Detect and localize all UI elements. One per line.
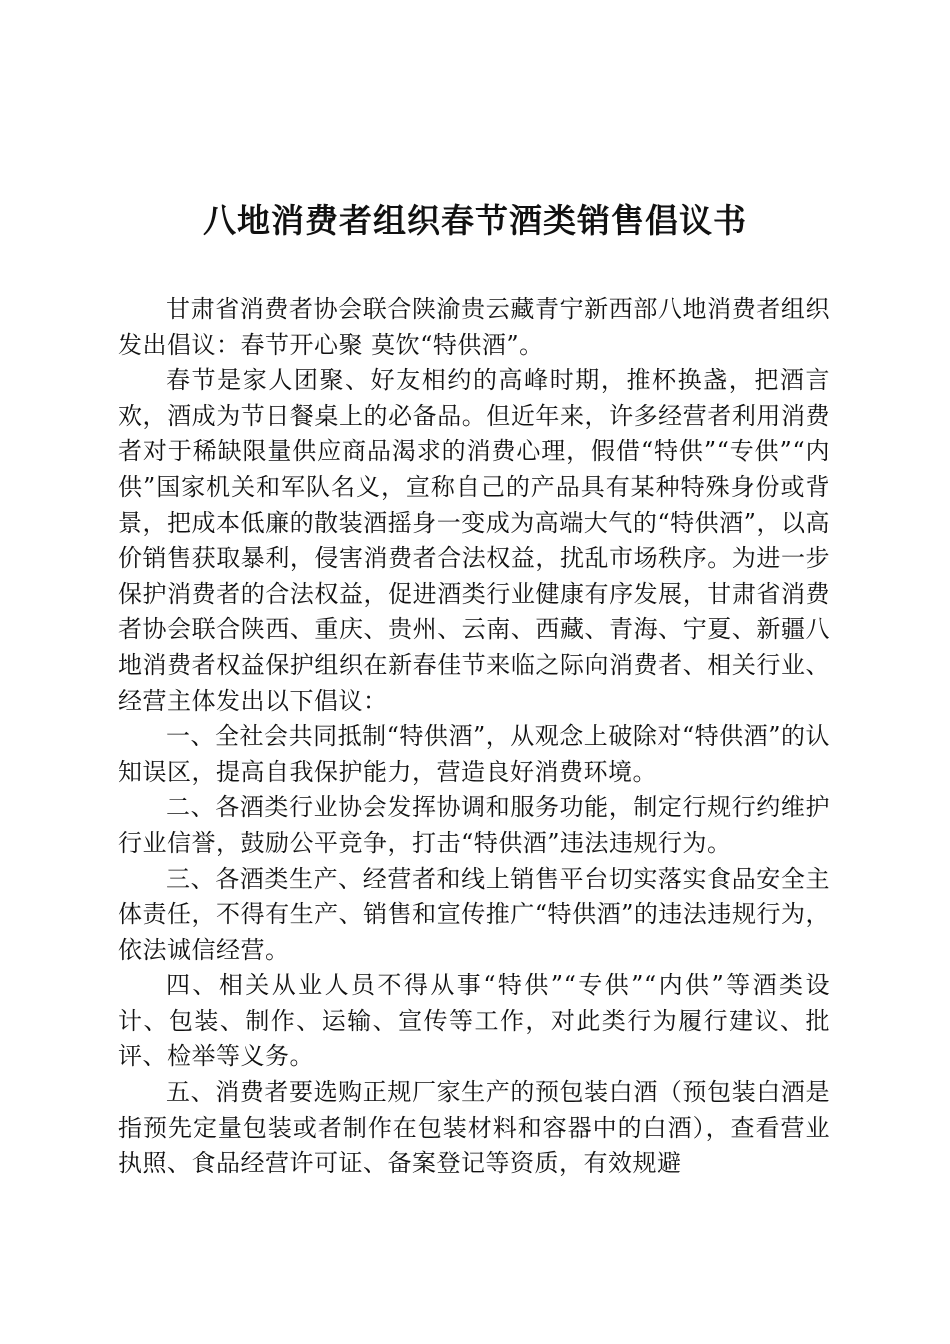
paragraph-proposal-3: 三、各酒类生产、经营者和线上销售平台切实落实食品安全主体责任，不得有生产、销售和宣传推广“特供酒”的违法违规行为，依法诚信经营。 [118, 864, 830, 964]
paragraph-intro: 甘肃省消费者协会联合陕渝贵云藏青宁新西部八地消费者组织发出倡议：春节开心聚 莫饮“特供酒”。 [118, 295, 830, 359]
document-title: 八地消费者组织春节酒类销售倡议书 [203, 201, 747, 240]
document-body [118, 292, 830, 1182]
paragraph-background: 春节是家人团聚、好友相约的高峰时期，推杯换盏，把酒言欢，酒成为节日餐桌上的必备品。但近年来，许多经营者利用消费者对于稀缺限量供应商品渴求的消费心理，假借“特供”“专供”“内供”国家机关和军队名义，宣称自己的产品具有某种特殊身份或背景，把成本低廉的散装酒摇身一变成为高端大气的“特供酒”，以高价销售获取暴利，侵害消费者合法权益，扰乱市场秩序。为进一步保护消费者的合法权益，促进酒类行业健康有序发展，甘肃省消费者协会联合陕西、重庆、贵州、云南、西藏、青海、宁夏、新疆八地消费者权益保护组织在新春佳节来临之际向消费者、相关行业、经营主体发出以下倡议： [118, 366, 830, 715]
paragraph-proposal-4: 四、相关从业人员不得从事“特供”“专供”“内供”等酒类设计、包装、制作、运输、宣传等工作，对此类行为履行建议、批评、检举等义务。 [118, 971, 830, 1071]
paragraph-proposal-5: 五、消费者要选购正规厂家生产的预包装白酒（预包装白酒是指预先定量包装或者制作在包装材料和容器中的白酒），查看营业执照、食品经营许可证、备案登记等资质，有效规避 [118, 1078, 830, 1178]
paragraph-proposal-1: 一、全社会共同抵制“特供酒”，从观念上破除对“特供酒”的认知误区，提高自我保护能力，营造良好消费环境。 [118, 722, 830, 786]
paragraph-proposal-2: 二、各酒类行业协会发挥协调和服务功能，制定行规行约维护行业信誉，鼓励公平竞争，打击“特供酒”违法违规行为。 [118, 793, 830, 857]
